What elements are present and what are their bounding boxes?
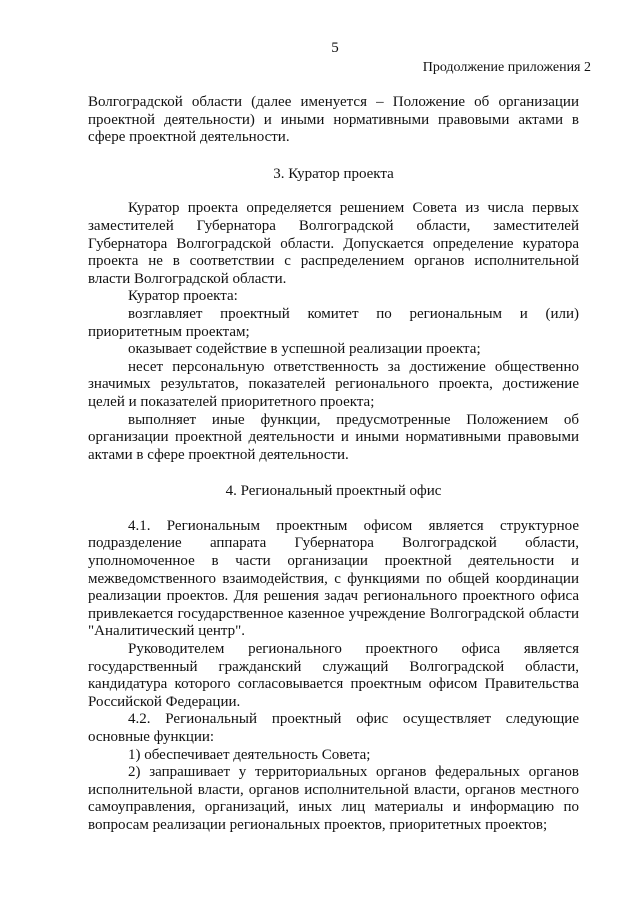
section-3-paragraph-2: Куратор проекта: [128,288,238,305]
section-3-paragraph-5: несет персональную ответственность за достижение общественно значимых результатов, показателей регионального проекта, достижение целей и показателей приоритетного проекта; [88,358,579,410]
page-number: 5 [331,40,339,56]
section-4-paragraph-4: 1) обеспечивает деятельность Совета; [128,746,371,763]
section-4-paragraph-1: 4.1. Региональным проектным офисом является структурное подразделение аппарата Губернатора Волгоградской области, уполномоченное в части организации проектной деятельности и межведомственного взаимодействия, с функциями по общей координации реализации проектов. Для решения задач регионального проектного офиса привлекается государственное казенное учреждение Волгоградской области "Аналитический центр". [88,517,579,640]
section-3-paragraph-4: оказывает содействие в успешной реализации проекта; [128,341,481,358]
section-4-heading: 4. Региональный проектный офис [225,483,442,500]
section-4-paragraph-5: 2) запрашивает у территориальных органов федеральных органов исполнительной власти, органов исполнительной власти, органов местного самоуправления, организаций, иных лиц материалы и информацию по вопросам реализации региональных проектов, приоритетных проектов; [88,764,579,833]
section-4-paragraph-3: 4.2. Региональный проектный офис осуществляет следующие основные функции: [88,711,579,745]
continued-paragraph: Волгоградской области (далее именуется – Положение об организации проектной деятельности) и иными нормативными правовыми актами в сфере проектной деятельности. [88,94,579,146]
section-4-paragraph-2: Руководителем регионального проектного офиса является государственный гражданский служащий Волгоградской области, кандидатура которого согласовывается проектным офисом Правительства Российской Федерации. [88,641,579,710]
section-3-paragraph-6: выполняет иные функции, предусмотренные Положением об организации проектной деятельности и иными нормативными правовыми актами в сфере проектной деятельности. [88,411,579,463]
document-body [88,94,579,835]
section-3-paragraph-1: Куратор проекта определяется решением Совета из числа первых заместителей Губернатора Волгоградской области, заместителей Губернатора Волгоградской области. Допускается определение куратора проекта не в соответствии с распределением органов исполнительной власти Волгоградской области. [88,200,579,287]
appendix-continuation-note: Продолжение приложения 2 [422,60,591,75]
section-3-heading: 3. Куратор проекта [273,165,394,182]
section-3-paragraph-3: возглавляет проектный комитет по региональным и (или) приоритетным проектам; [88,305,579,340]
